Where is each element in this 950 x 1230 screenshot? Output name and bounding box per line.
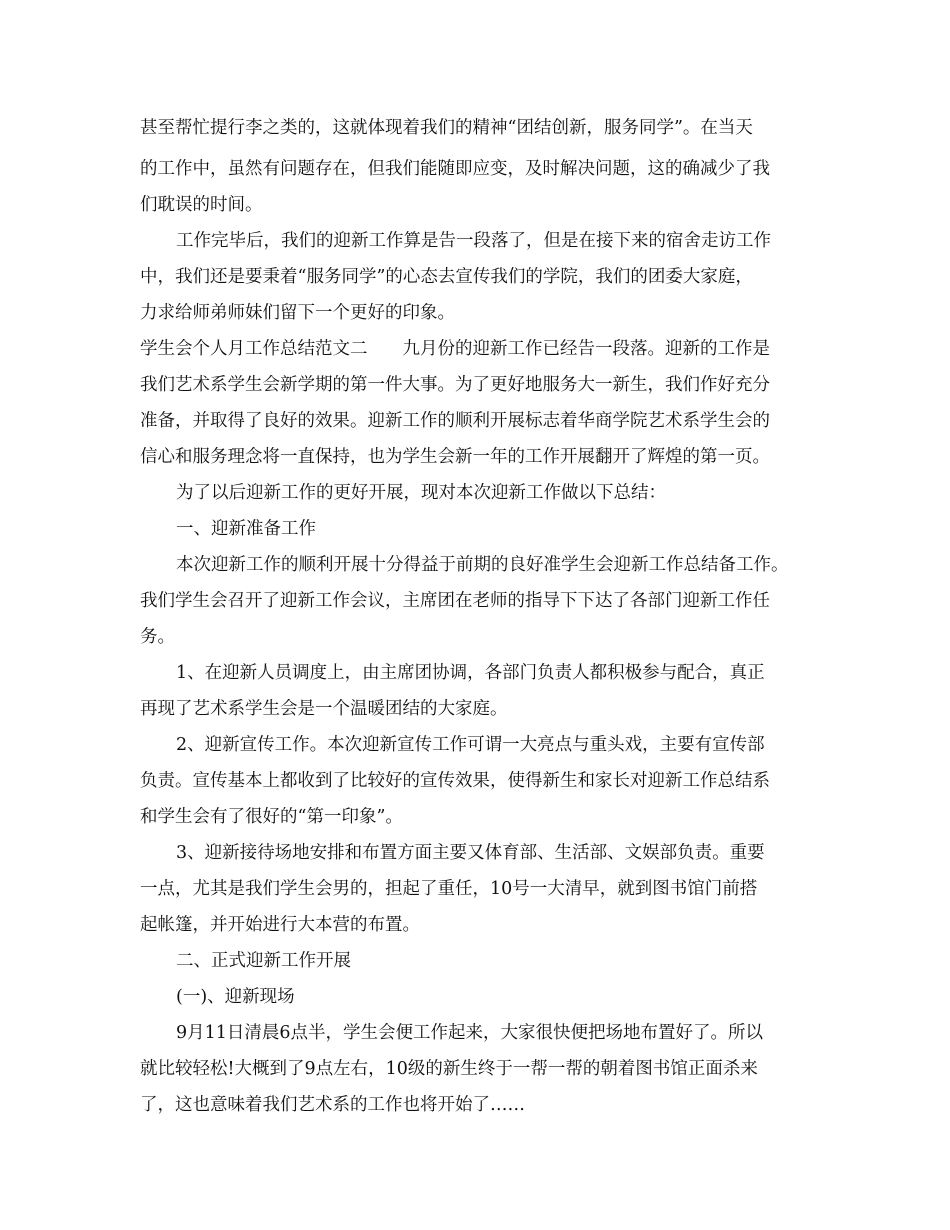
text-line: 负责。宣传基本上都收到了比较好的宣传效果，使得新生和家长对迎新工作总结系 — [140, 771, 770, 791]
text-line: 务。 — [140, 627, 175, 647]
text-line: 再现了艺术系学生会是一个温暖团结的大家庭。 — [140, 699, 508, 719]
text-line: 我们学生会召开了迎新工作会议，主席团在老师的指导下下达了各部门迎新工作任 — [140, 591, 770, 611]
text-line: 信心和服务理念将一直保持，也为学生会新一年的工作开展翻开了辉煌的第一页。 — [140, 447, 770, 467]
text-line: 的工作中，虽然有问题存在，但我们能随即应变，及时解决问题，这的确减少了我 — [140, 159, 770, 179]
text-line: 3、迎新接待场地安排和布置方面主要又体育部、生活部、文娱部负责。重要 — [176, 843, 765, 863]
subheading-line: 一、迎新准备工作 — [176, 519, 316, 539]
text-line: 9月11日清晨6点半，学生会便工作起来，大家很快便把场地布置好了。所以 — [176, 1023, 764, 1043]
text-line: 为了以后迎新工作的更好开展，现对本次迎新工作做以下总结： — [176, 483, 666, 503]
text-line: 们耽误的时间。 — [140, 195, 263, 215]
section-heading-line: 学生会个人月工作总结范文二 九月份的迎新工作已经告一段落。迎新的工作是 — [140, 339, 770, 359]
text-line: 准备，并取得了良好的效果。迎新工作的顺利开展标志着华商学院艺术系学生会的 — [140, 411, 770, 431]
text-line: 我们艺术系学生会新学期的第一件大事。为了更好地服务大一新生，我们作好充分 — [140, 375, 770, 395]
text-line: 和学生会有了很好的“第一印象”。 — [140, 807, 403, 827]
text-line: 工作完毕后，我们的迎新工作算是告一段落了，但是在接下来的宿舍走访工作 — [176, 231, 771, 251]
subheading-line: 二、正式迎新工作开展 — [176, 951, 351, 971]
text-line: 2、迎新宣传工作。本次迎新宣传工作可谓一大亮点与重头戏，主要有宣传部 — [176, 735, 765, 755]
text-line: 本次迎新工作的顺利开展十分得益于前期的良好准学生会迎新工作总结备工作。 — [176, 555, 789, 575]
text-line: 了，这也意味着我们艺术系的工作也将开始了…… — [140, 1095, 525, 1115]
text-line: 1、在迎新人员调度上，由主席团协调，各部门负责人都积极参与配合，真正 — [176, 663, 765, 683]
text-line: 一点，尤其是我们学生会男的，担起了重任，10号一大清早，就到图书馆门前搭 — [140, 879, 758, 899]
subheading-line: (一)、迎新现场 — [176, 987, 295, 1007]
text-line: 起帐篷，并开始进行大本营的布置。 — [140, 915, 420, 935]
text-line: 就比较轻松!大概到了9点左右，10级的新生终于一帮一帮的朝着图书馆正面杀来 — [140, 1059, 758, 1079]
text-line: 中，我们还是要秉着“服务同学”的心态去宣传我们的学院，我们的团委大家庭， — [140, 267, 753, 287]
text-line: 甚至帮忙提行李之类的，这就体现着我们的精神“团结创新，服务同学”。在当天 — [140, 118, 753, 138]
text-line: 力求给师弟师妹们留下一个更好的印象。 — [140, 303, 455, 323]
